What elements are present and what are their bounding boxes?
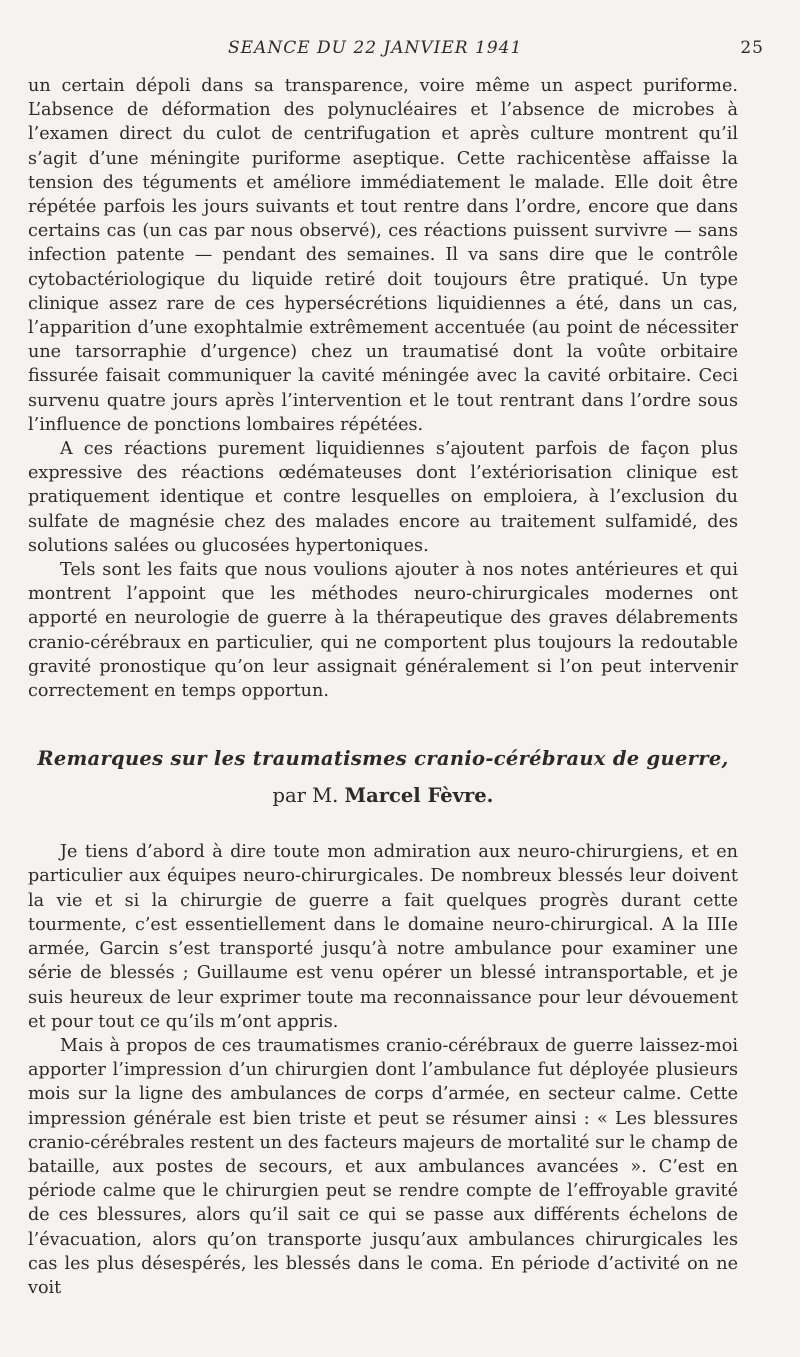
- paragraph-continued: un certain dépoli dans sa transparence, voire même un aspect puriforme. L’absence de déformation des polynucléaires et l’absence de microbes à l’examen direct du culot de centrifugation et après culture montrent qu’il s’agit d’une méningite puriforme aseptique. Cette rachicentèse affaisse la tension des téguments et améliore immédiatement le malade. Elle doit être répétée parfois les jours suivants et tout rentre dans l’ordre, encore que dans certains cas (un cas par nous observé), ces réactions puissent survivre — sans infection patente — pendant des semaines. Il va sans dire que le contrôle cytobactériologique du liquide retiré doit toujours être pratiqué. Un type clinique assez rare de ces hypersécrétions liquidiennes a été, dans un cas, l’apparition d’une exophtalmie extrêmement accentuée (au point de nécessiter une tarsorraphie d’urgence) chez un traumatisé dont la voûte orbitaire fissurée faisait communiquer la cavité méningée avec la cavité orbitaire. Ceci survenu quatre jours après l’intervention et le tout rentrant dans l’ordre sous l’influence de ponctions lombaires répétées.: [28, 76, 738, 435]
- byline-prefix: par M.: [272, 784, 345, 808]
- byline: [28, 783, 738, 809]
- paragraph: A ces réactions purement liquidiennes s’ajoutent parfois de façon plus expressive des réactions œdémateuses dont l’extériorisation clinique est pratiquement identique et contre lesquelles on emploiera, à l’exclusion du sulfate de magnésie chez des malades encore au traitement sulfamidé, des solutions salées ou glucosées hypertoniques.: [28, 439, 738, 556]
- running-head-title: SEANCE DU 22 JANVIER 1941: [228, 38, 523, 58]
- paragraph: Je tiens d’abord à dire toute mon admiration aux neuro-chirurgiens, et en particulier aux équipes neuro-chirurgicales. De nombreux blessés leur doivent la vie et si la chirurgie de guerre a fait quelques progrès durant cette tourmente, c’est essentiellement dans le domaine neuro-chirurgical. A la IIIe armée, Garcin s’est transporté jusqu’à notre ambulance pour examiner une série de blessés ; Guillaume est venu opérer un blessé intransportable, et je suis heureux de leur exprimer toute ma reconnaissance pour leur dévouement et pour tout ce qu’ils m’ont appris.: [28, 842, 738, 1032]
- page-body: [28, 74, 738, 1300]
- page-number: 25: [740, 38, 764, 58]
- paragraph: Tels sont les faits que nous voulions ajouter à nos notes antérieures et qui montrent l’appoint que les méthodes neuro-chirurgicales modernes ont apporté en neurologie de guerre à la thérapeutique des graves délabrements cranio-cérébraux en particulier, qui ne comportent plus toujours la redoutable gravité pronostique qu’on leur assignait généralement si l’on peut intervenir correctement en temps opportun.: [28, 560, 738, 702]
- paragraph: Mais à propos de ces traumatismes cranio-cérébraux de guerre laissez-moi apporter l’impression d’un chirurgien dont l’ambulance fut déployée plusieurs mois sur la ligne des ambulances de corps d’armée, en secteur calme. Cette impression générale est bien triste et peut se résumer ainsi : « Les blessures cranio-cérébrales restent un des facteurs majeurs de mortalité sur le champ de bataille, aux postes de secours, et aux ambulances avancées ». C’est en période calme que le chirurgien peut se rendre compte de l’effroyable gravité de ces blessures, alors qu’il sait ce qui se passe aux différents échelons de l’évacuation, alors qu’on transporte jusqu’aux ambulances chirurgicales les cas les plus désespérés, les blessés dans le coma. En période d’activité on ne voit: [28, 1035, 738, 1298]
- section-title: Remarques sur les traumatismes cranio-cérébraux de guerre,: [37, 747, 729, 771]
- author-name: Marcel Fèvre.: [344, 784, 494, 808]
- running-head: [0, 38, 800, 62]
